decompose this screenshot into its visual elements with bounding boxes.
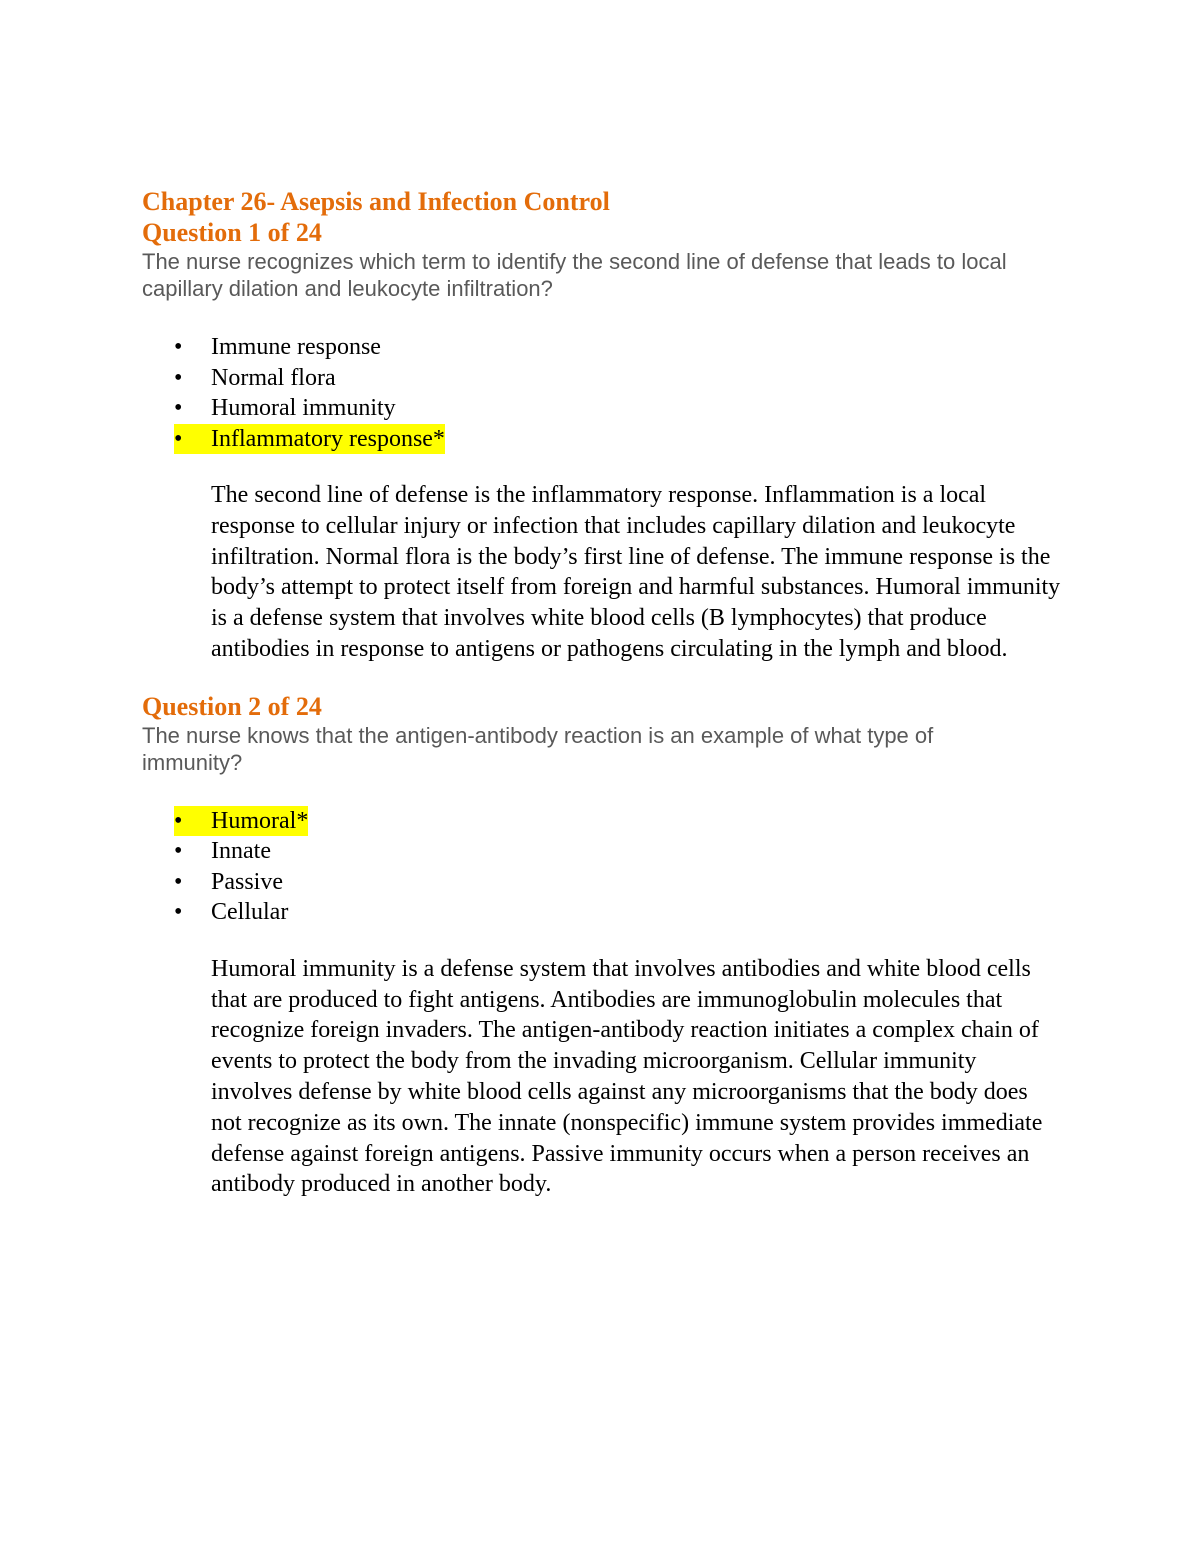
chapter-title: Chapter 26- Asepsis and Infection Control xyxy=(142,187,610,216)
bullet-icon: • xyxy=(174,868,183,895)
question-1-explanation: The second line of defense is the inflammatory response. Inflammation is a local response to cellular injury or infection that includes capillary dilation and leukocyte infiltration. Normal flora is the body’s first line of defense. The immune response is the body’s attempt to protect itself from foreign and harmful substances. Humoral immunity is a defense system that involves white blood cells (B lymphocytes) that produce antibodies in response to antigens or pathogens circulating in the lymph and blood. xyxy=(211,482,1061,662)
question-1-heading: Question 1 of 24 xyxy=(142,218,322,247)
option-item xyxy=(142,836,1062,867)
option-item xyxy=(142,393,1062,424)
option-label: Inflammatory response* xyxy=(211,425,445,452)
bullet-icon: • xyxy=(174,364,183,391)
option-item xyxy=(142,867,1062,898)
bullet-icon: • xyxy=(174,807,183,834)
option-item xyxy=(142,897,1062,928)
option-label: Normal flora xyxy=(211,364,336,391)
answer-highlight xyxy=(174,424,445,455)
option-label: Cellular xyxy=(211,899,289,926)
question-2-explanation: Humoral immunity is a defense system that involves antibodies and white blood cells that are produced to fight antigens. Antibodies are immunoglobulin molecules that recognize foreign invaders. The antigen-antibody reaction initiates a complex chain of events to protect the body from the invading microorganism. Cellular immunity involves defense by white blood cells against any microorganisms that the body does not recognize as its own. The innate (nonspecific) immune system provides immediate defense against foreign antigens. Passive immunity occurs when a person receives an antibody produced in another body. xyxy=(211,955,1043,1198)
option-item xyxy=(142,332,1062,363)
bullet-icon: • xyxy=(174,838,183,865)
option-label: Immune response xyxy=(211,334,381,360)
option-label: Humoral immunity xyxy=(211,395,396,421)
option-item-correct xyxy=(142,806,1062,837)
question-2 xyxy=(142,691,1062,1200)
document-content xyxy=(142,186,1062,1200)
question-2-prompt: The nurse knows that the antigen-antibody reaction is an example of what type of immunity? xyxy=(142,722,934,775)
question-1 xyxy=(142,217,1062,665)
bullet-icon: • xyxy=(174,334,183,360)
question-1-options xyxy=(142,332,1062,454)
bullet-icon: • xyxy=(174,395,183,421)
option-item xyxy=(142,363,1062,394)
question-2-heading: Question 2 of 24 xyxy=(142,691,322,721)
question-1-prompt: The nurse recognizes which term to identify the second line of defense that leads to local capillary dilation and leukocyte infiltration? xyxy=(142,249,1007,301)
option-label: Passive xyxy=(211,868,283,895)
option-label: Innate xyxy=(211,838,271,865)
bullet-icon: • xyxy=(174,425,183,452)
option-label: Humoral* xyxy=(211,807,309,834)
bullet-icon: • xyxy=(174,899,183,926)
question-2-options xyxy=(142,806,1062,928)
option-item-correct xyxy=(142,424,1062,455)
